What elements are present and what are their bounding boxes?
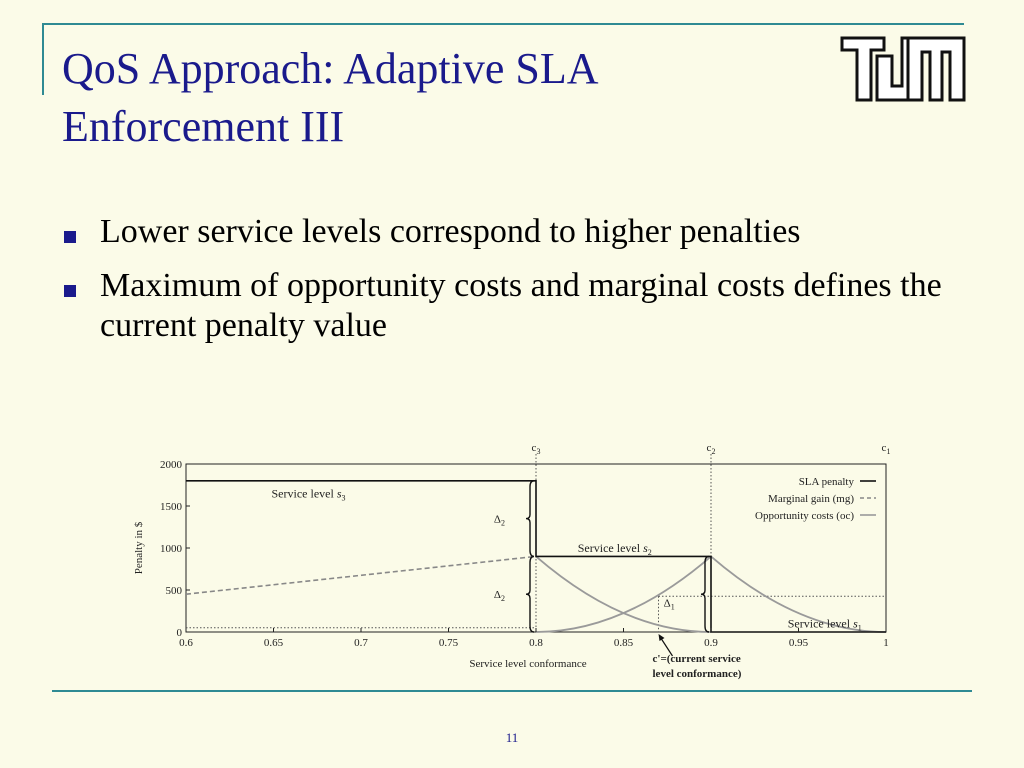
bullet-item <box>62 266 942 346</box>
slide-title: QoS Approach: Adaptive SLA Enforcement III <box>62 44 597 151</box>
marginal-gain-line <box>186 556 536 594</box>
tum-logo <box>840 36 966 102</box>
x-tick-label: 0.65 <box>263 637 284 649</box>
delta-label: $\Delta_2$ <box>493 513 505 528</box>
delta-brace <box>526 556 534 632</box>
x-tick-label: 0.75 <box>438 637 459 649</box>
legend-entry: SLA penalty <box>798 476 854 488</box>
current-point-label: c'=(current service <box>652 653 741 665</box>
opportunity-cost-curve <box>536 556 711 632</box>
x-tick-label: 0.6 <box>179 637 193 649</box>
threshold-label: $c_1$ <box>881 442 891 456</box>
legend-entry: Marginal gain (mg) <box>768 493 854 505</box>
y-tick-label: 1500 <box>160 501 182 513</box>
logo-letter-m <box>908 38 964 100</box>
square-bullet-icon <box>64 231 76 243</box>
y-tick-label: 2000 <box>160 459 182 471</box>
service-level-label: Service level $s_2$ <box>577 541 652 557</box>
x-axis-label: Service level conformance <box>469 658 587 670</box>
x-tick-label: 0.9 <box>704 637 718 649</box>
x-tick-label: 0.95 <box>788 637 809 649</box>
delta-label: $\Delta_2$ <box>493 589 505 604</box>
title-side-rule <box>42 23 44 95</box>
delta-label: $\Delta_1$ <box>663 597 675 612</box>
bullet-text: Lower service levels correspond to higher penalties <box>100 213 801 250</box>
bullet-text: Maximum of opportunity costs and marginal costs defines the current penalty value <box>100 267 942 344</box>
square-bullet-icon <box>64 285 76 297</box>
y-axis-label: Penalty in $ <box>133 521 145 575</box>
x-tick-label: 0.7 <box>354 637 368 649</box>
x-tick-label: 0.85 <box>613 637 634 649</box>
bullet-list <box>62 212 942 360</box>
threshold-label: $c_3$ <box>531 442 541 456</box>
page-number: 11 <box>505 730 519 745</box>
delta-brace <box>526 481 534 557</box>
x-tick-label: 0.8 <box>529 637 543 649</box>
threshold-label: $c_2$ <box>706 442 716 456</box>
opportunity-cost-curve <box>536 556 711 632</box>
y-tick-label: 0 <box>176 627 182 639</box>
top-rule <box>42 23 964 25</box>
current-point-label: level conformance) <box>652 668 742 680</box>
y-tick-label: 500 <box>165 585 182 597</box>
service-level-label: Service level $s_3$ <box>271 486 346 503</box>
x-tick-label: 1 <box>883 637 889 649</box>
delta-brace <box>701 556 709 632</box>
bottom-rule <box>52 690 972 692</box>
y-tick-label: 1000 <box>160 543 182 555</box>
bullet-item <box>62 212 942 252</box>
service-level-label: Service level $s_1$ <box>787 616 862 633</box>
penalty-chart <box>130 436 900 690</box>
legend-entry: Opportunity costs (oc) <box>755 510 854 522</box>
